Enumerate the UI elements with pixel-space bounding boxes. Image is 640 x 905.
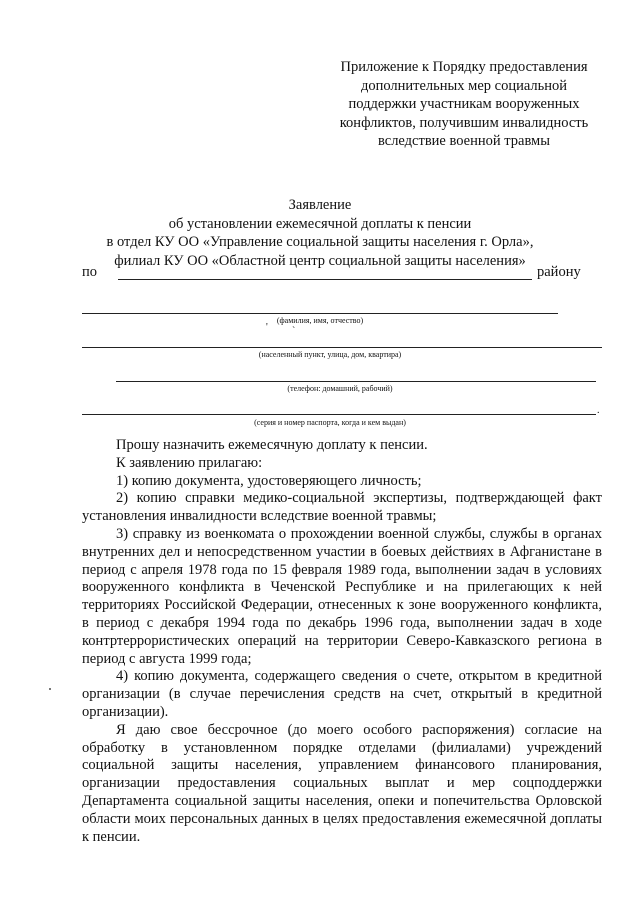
appendix-line: дополнительных мер социальной xyxy=(360,77,568,94)
district-row xyxy=(82,264,602,284)
address-field[interactable] xyxy=(82,347,602,348)
appendix-line: Приложение к Порядку предоставления xyxy=(340,59,588,75)
attachments-intro: К заявлению прилагаю: xyxy=(116,454,263,471)
passport-field[interactable] xyxy=(82,414,596,415)
title-line: в отдел КУ ОО «Управление социальной защиты населения г. Орла», xyxy=(106,234,534,250)
full-name-field[interactable] xyxy=(82,313,558,314)
phone-field[interactable] xyxy=(116,381,596,382)
appendix-line: вследствие военной травмы xyxy=(378,133,550,149)
attachment-item: 3) справку из военкомата о прохождении военной службы, службы в органах внутренних дел и непосредственном участии в боевых действиях в Афганистане в период с апреля 1978 года по 15 февраля 1989 года, выполнении задач в условиях вооруженного конфликта в Чеченской Республике и на прилегающих к ней территориях Российской Федерации, отнесенных к зоне вооруженного конфликта, в период с декабря 1994 года по декабрь 1996 года, выполнении задач в ходе контртеррористических операций на территории Северо-Кавказского региона в период с августа 1999 года; xyxy=(82,525,602,667)
appendix-line: конфликтов, получившим инвалидность xyxy=(339,114,589,131)
phone-caption: (телефон: домашний, рабочий) xyxy=(287,384,393,393)
document-title-block xyxy=(60,196,580,270)
title-line: филиал КУ ОО «Областной центр социальной защиты населения» xyxy=(114,252,526,269)
title-line: об установлении ежемесячной доплаты к пенсии xyxy=(168,215,472,232)
po-label: по xyxy=(82,264,98,280)
rayon-label: району xyxy=(537,264,581,280)
appendix-line: поддержки участникам вооруженных xyxy=(348,96,580,112)
address-caption: (населенный пункт, улица, дом, квартира) xyxy=(258,350,402,359)
attachment-item: 4) копию документа, содержащего сведения о счете, открытом в кредитной организации (в случае перечисления средств на счет, открытый в кредитной организации). xyxy=(82,668,602,720)
district-field[interactable] xyxy=(118,279,532,280)
appendix-note xyxy=(318,58,610,151)
field-end-dot: . xyxy=(597,405,600,416)
application-body xyxy=(82,437,602,846)
consent-paragraph: Я даю свое бессрочное (до моего особого распоряжения) согласие на обработку в установленном порядке отделами (филиалами) учреждений социальной защиты населения, управлением финансового планирования, организации предоставления социальных выплат и мер соцподдержки Департамента социальной защиты населения, опеки и попечительства Орловской области моих персональных данных в целях предоставления ежемесячной доплаты к пенсии. xyxy=(82,721,602,845)
full-name-caption: (фамилия, имя, отчество) xyxy=(276,316,364,325)
scan-speck xyxy=(49,688,51,690)
request-paragraph: Прошу назначить ежемесячную доплату к пенсии. xyxy=(116,437,428,453)
attachment-item: 2) копию справки медико-социальной экспертизы, подтверждающей факт установления инвалидности вследствие военной травмы; xyxy=(82,490,602,525)
document-title: Заявление xyxy=(288,197,352,213)
attachment-item: 1) копию документа, удостоверяющего личность; xyxy=(116,472,422,489)
passport-caption: (серия и номер паспорта, когда и кем выдан) xyxy=(254,418,406,427)
scan-mark: ` xyxy=(292,326,296,337)
scan-mark: ' xyxy=(266,322,268,333)
